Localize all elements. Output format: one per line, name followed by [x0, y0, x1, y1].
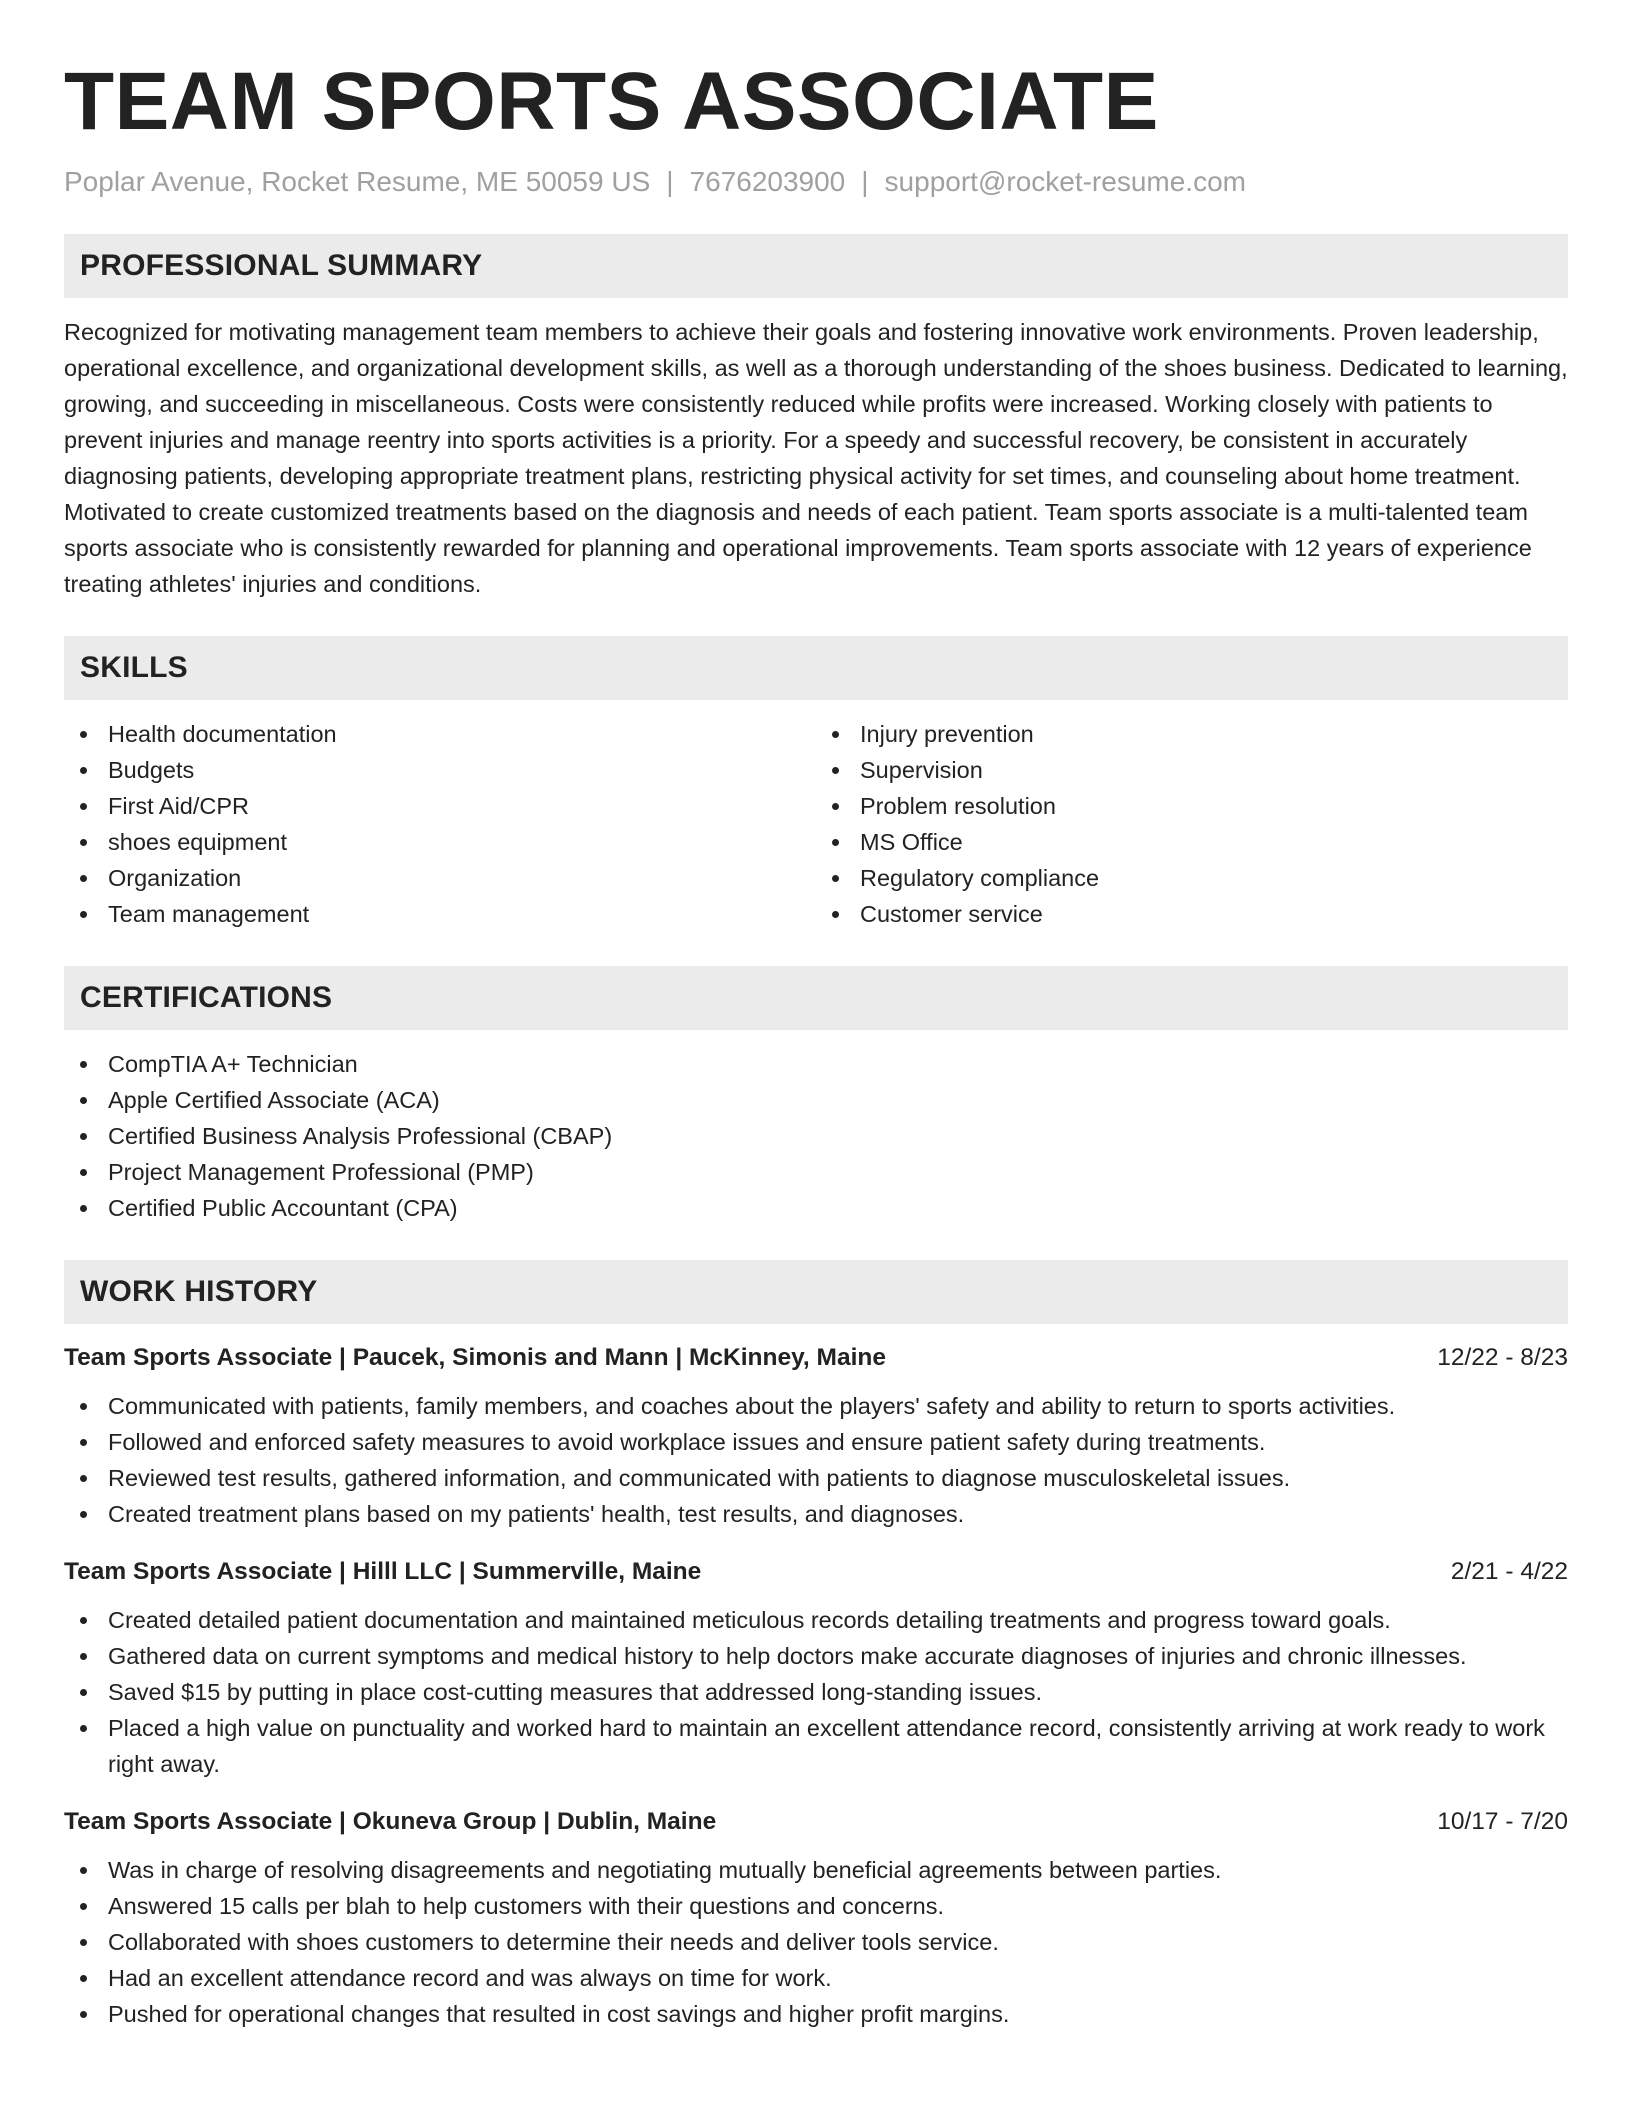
skill-item: First Aid/CPR — [64, 788, 816, 824]
skills-section — [64, 636, 1568, 932]
job-dates: 12/22 - 8/23 — [1437, 1344, 1568, 1371]
certification-item: Project Management Professional (PMP) — [64, 1154, 1568, 1190]
certification-item: Certified Business Analysis Professional (CBAP) — [64, 1118, 1568, 1154]
skill-item: Regulatory compliance — [816, 860, 1568, 896]
job-header — [64, 1804, 1568, 1840]
job-bullet: Had an excellent attendance record and was always on time for work. — [64, 1960, 1568, 1996]
work-history-heading: WORK HISTORY — [64, 1260, 1568, 1324]
job-entry — [64, 1554, 1568, 1782]
skill-item: Health documentation — [64, 716, 816, 752]
skill-item: Customer service — [816, 896, 1568, 932]
job-dates: 10/17 - 7/20 — [1437, 1808, 1568, 1835]
certifications-heading: CERTIFICATIONS — [64, 966, 1568, 1030]
work-history-section — [64, 1260, 1568, 2032]
job-header — [64, 1554, 1568, 1590]
job-entry — [64, 1340, 1568, 1532]
skills-columns — [64, 716, 1568, 932]
skills-list-left — [64, 716, 816, 932]
job-entry — [64, 1804, 1568, 2032]
job-bullets — [64, 1388, 1568, 1532]
skills-heading: SKILLS — [64, 636, 1568, 700]
skill-item: MS Office — [816, 824, 1568, 860]
skill-item: Team management — [64, 896, 816, 932]
skill-item: Injury prevention — [816, 716, 1568, 752]
skill-item: Problem resolution — [816, 788, 1568, 824]
certification-item: Apple Certified Associate (ACA) — [64, 1082, 1568, 1118]
job-title: Team Sports Associate | Paucek, Simonis and Mann | McKinney, Maine — [64, 1344, 886, 1371]
job-bullet: Followed and enforced safety measures to avoid workplace issues and ensure patient safety during treatments. — [64, 1424, 1568, 1460]
skill-item: Supervision — [816, 752, 1568, 788]
job-bullet: Created detailed patient documentation and maintained meticulous records detailing treatments and progress toward goals. — [64, 1602, 1568, 1638]
job-title: Team Sports Associate | Hilll LLC | Summerville, Maine — [64, 1558, 702, 1585]
job-bullets — [64, 1602, 1568, 1782]
job-header — [64, 1340, 1568, 1376]
job-bullet: Gathered data on current symptoms and medical history to help doctors make accurate diagnoses of injuries and chronic illnesses. — [64, 1638, 1568, 1674]
certifications-section — [64, 966, 1568, 1226]
job-bullet: Communicated with patients, family members, and coaches about the players' safety and ability to return to sports activities. — [64, 1388, 1568, 1424]
job-bullets — [64, 1852, 1568, 2032]
contact-separator: | — [666, 166, 674, 197]
job-bullet: Collaborated with shoes customers to determine their needs and deliver tools service. — [64, 1924, 1568, 1960]
certification-item: Certified Public Accountant (CPA) — [64, 1190, 1568, 1226]
contact-separator: | — [861, 166, 869, 197]
job-bullet: Saved $15 by putting in place cost-cutting measures that addressed long-standing issues. — [64, 1674, 1568, 1710]
job-bullet: Placed a high value on punctuality and worked hard to maintain an excellent attendance record, consistently arriving at work ready to work right away. — [64, 1710, 1568, 1782]
job-bullet: Reviewed test results, gathered information, and communicated with patients to diagnose musculoskeletal issues. — [64, 1460, 1568, 1496]
skill-item: Organization — [64, 860, 816, 896]
job-bullet: Pushed for operational changes that resulted in cost savings and higher profit margins. — [64, 1996, 1568, 2032]
certifications-list — [64, 1046, 1568, 1226]
skill-item: Budgets — [64, 752, 816, 788]
contact-line — [64, 164, 1568, 200]
job-bullet: Was in charge of resolving disagreements and negotiating mutually beneficial agreements between parties. — [64, 1852, 1568, 1888]
job-bullet: Created treatment plans based on my patients' health, test results, and diagnoses. — [64, 1496, 1568, 1532]
summary-heading: PROFESSIONAL SUMMARY — [64, 234, 1568, 298]
job-title: Team Sports Associate | Okuneva Group | Dublin, Maine — [64, 1808, 717, 1835]
skills-list-right — [816, 716, 1568, 932]
summary-section — [64, 234, 1568, 602]
skill-item: shoes equipment — [64, 824, 816, 860]
certification-item: CompTIA A+ Technician — [64, 1046, 1568, 1082]
candidate-name: TEAM SPORTS ASSOCIATE — [64, 56, 1159, 147]
contact-phone: 7676203900 — [689, 166, 846, 197]
job-bullet: Answered 15 calls per blah to help customers with their questions and concerns. — [64, 1888, 1568, 1924]
summary-text: Recognized for motivating management team members to achieve their goals and fostering innovative work environments. Proven leadership, operational excellence, and organizational development skills, as well as a thorough understanding of the shoes business. Dedicated to learning, growing, and succeeding in miscellaneous. Costs were consistently reduced while profits were increased. Working closely with patients to prevent injuries and manage reentry into sports activities is a priority. For a speedy and successful recovery, be consistent in accurately diagnosing patients, developing appropriate treatment plans, restricting physical activity for set times, and counseling about home treatment. Motivated to create customized treatments based on the diagnosis and needs of each patient. Team sports associate is a multi-talented team sports associate who is consistently rewarded for planning and operational improvements. Team sports associate with 12 years of experience treating athletes' injuries and conditions. — [64, 319, 1568, 597]
job-dates: 2/21 - 4/22 — [1450, 1558, 1568, 1585]
contact-address: Poplar Avenue, Rocket Resume, ME 50059 US — [64, 166, 651, 197]
contact-email: support@rocket-resume.com — [884, 166, 1246, 197]
